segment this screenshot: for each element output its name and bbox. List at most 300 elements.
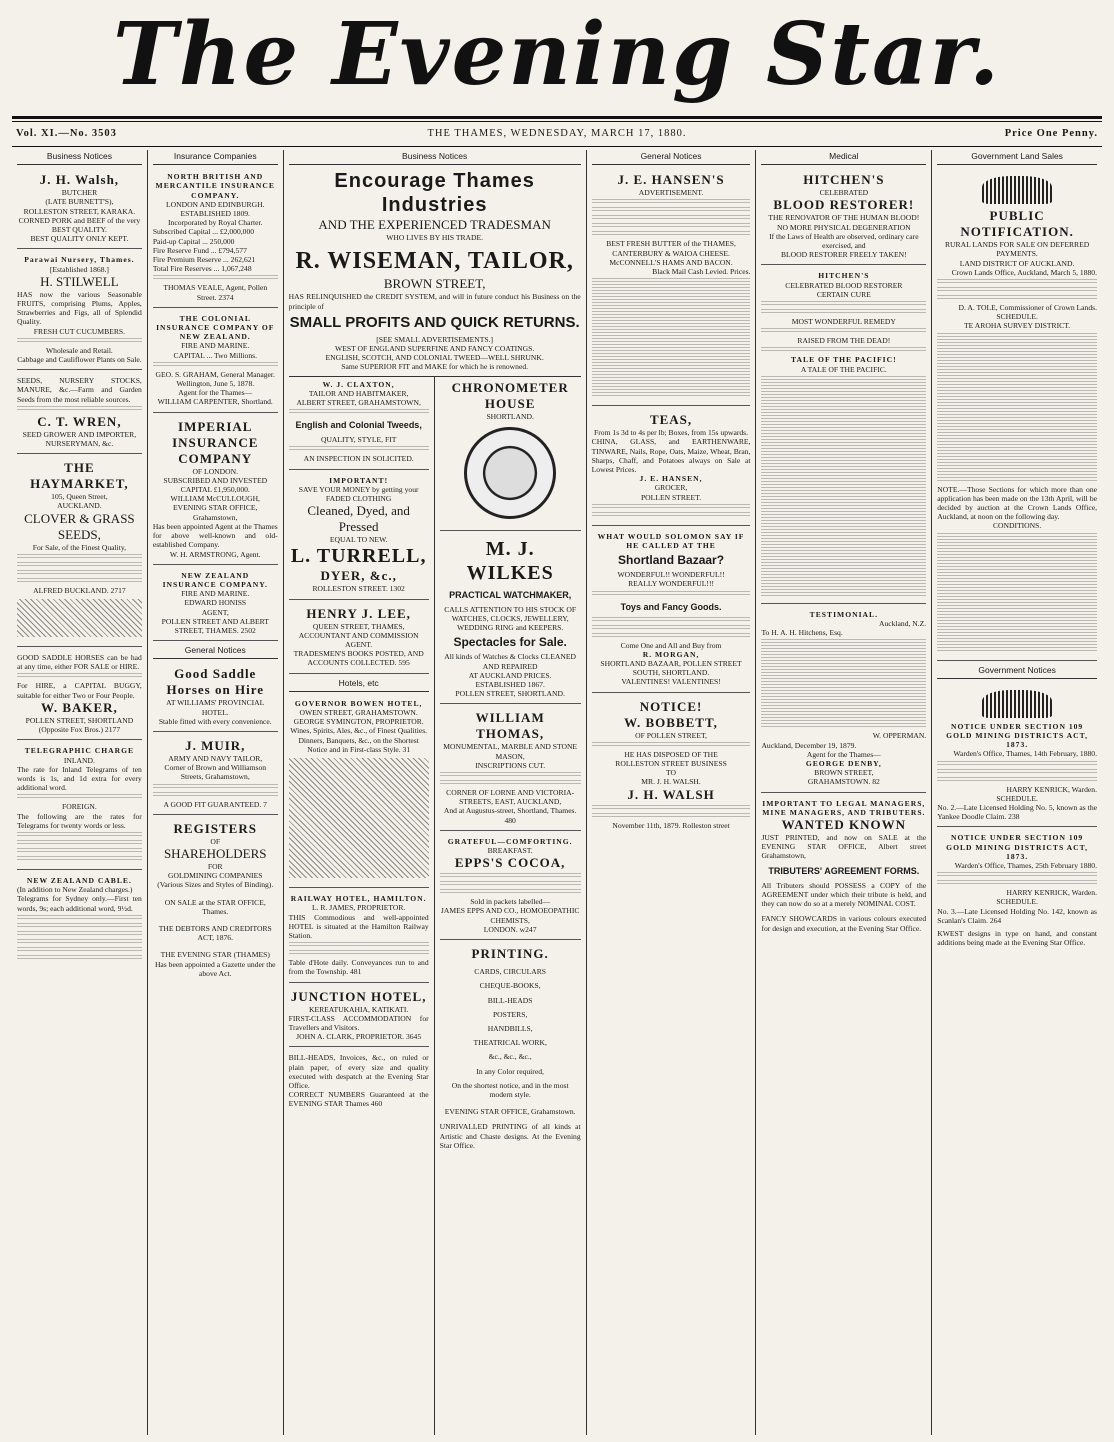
- ad-line: ROLLESTON STREET, KARAKA.: [23, 206, 136, 216]
- ad-wren: [17, 373, 142, 454]
- ad-line: CORNER OF LORNE AND VICTORIA-STREETS, EAST, AUCKLAND,: [446, 788, 575, 807]
- ad-line: ESTABLISHED 1867.: [475, 680, 545, 690]
- ad-line: THEATRICAL WORK,: [473, 1038, 547, 1048]
- text-filler: [592, 223, 751, 229]
- ad-line: SHORTLAND.: [486, 411, 534, 421]
- column-3: [284, 377, 435, 1435]
- text-filler: [937, 295, 1097, 301]
- ad-line: AN INSPECTION IN SOLICITED.: [303, 454, 414, 464]
- section-heading: Hotels, etc: [289, 677, 429, 692]
- ad-line: FOR: [207, 861, 223, 871]
- ad-line: GEORGE DENBY,: [805, 759, 882, 769]
- text-filler: [289, 950, 429, 956]
- ad-junction-hotel: [289, 986, 429, 1048]
- ad-line: EVENING STAR OFFICE, Grahamstown,: [173, 503, 258, 522]
- ad-line: R. MORGAN,: [642, 649, 700, 659]
- ad-railway-hotel: [289, 891, 429, 982]
- ad-line: (Various Sizes and Styles of Binding).: [157, 880, 274, 890]
- ad-line: W. H. ARMSTRONG, Agent.: [169, 549, 261, 559]
- ad-line: Total Fire Reserves ... 1,067,248: [152, 264, 252, 274]
- text-filler: [592, 504, 751, 510]
- ad-line: For HIRE, a CAPITAL BUGGY, suitable for either Two or Four People.: [17, 681, 142, 700]
- ad-title: THE HAYMARKET,: [30, 460, 129, 492]
- ad-line: KWEST designs in type on hand, and constant additions being made at the Evening Star Office.: [937, 929, 1097, 948]
- ad-line: Come One and All and Buy from: [620, 640, 722, 650]
- column-6: [756, 150, 932, 1435]
- ad-north-british: [153, 169, 278, 308]
- ad-line: SCHEDULE.: [996, 793, 1038, 803]
- ad-line: OWEN STREET, GRAHAMSTOWN.: [299, 708, 418, 718]
- ad-line: MOST WONDERFUL REMEDY: [791, 317, 896, 327]
- ad-baker: [17, 650, 142, 740]
- section-heading: Government Notices: [937, 664, 1097, 679]
- ad-title: TEAS,: [649, 412, 693, 428]
- ad-notice-section-109-b: [937, 830, 1097, 952]
- ad-line: Black Mail Cash Levied. Prices.: [652, 267, 751, 277]
- ad-line: SMALL PROFITS AND QUICK RETURNS.: [289, 313, 580, 331]
- ad-line: GRAHAMSTOWN. 82: [807, 777, 880, 787]
- ad-line: CLOVER & GRASS SEEDS,: [24, 510, 135, 542]
- ad-line: Warden's Office, Thames, 25th February 1880.: [954, 861, 1097, 871]
- ad-line: EQUAL TO NEW.: [329, 535, 388, 545]
- ad-title: NORTH BRITISH AND MERCANTILE INSURANCE COMPANY.: [155, 172, 275, 200]
- text-filler: [440, 772, 581, 778]
- ad-line: AT AUCKLAND PRICES.: [468, 670, 552, 680]
- wide-ad: [284, 150, 586, 377]
- text-filler: [440, 780, 581, 786]
- ad-teas: [592, 409, 751, 526]
- text-filler: [17, 570, 142, 576]
- ad-line: (LATE BURNETT'S),: [45, 197, 114, 207]
- text-filler: [17, 794, 142, 800]
- text-filler: [17, 578, 142, 584]
- ad-line: QUEEN STREET, THAMES,: [312, 621, 405, 631]
- ad-line: Has been appointed a Gazette under the above Act.: [154, 959, 276, 978]
- ad-line: HARRY KENRICK, Warden.: [1006, 888, 1097, 898]
- ad-title: J. H. Walsh,: [39, 172, 120, 188]
- ad-line: Auckland, N.Z.: [878, 619, 927, 629]
- ad-shortland-bazaar: [592, 529, 751, 693]
- ad-title: Encourage Thames Industries: [334, 170, 535, 217]
- ad-line: WEST OF ENGLAND SUPERFINE AND FANCY COATINGS.: [335, 344, 535, 354]
- ad-line: HARRY KENRICK, Warden.: [1006, 784, 1097, 794]
- ad-title: TESTIMONIAL.: [809, 609, 878, 619]
- column-2: [148, 150, 284, 1435]
- ad-hansen: [592, 169, 751, 406]
- ad-title: R. WISEMAN, TAILOR,: [295, 248, 574, 275]
- ad-line: NOTE.—Those Sections for which more than one application has been made on the 13th April, will be decided by auction at the Crown Lands Office, Auckland, at noon on the following day.: [937, 484, 1097, 522]
- ad-line: AT WILLIAMS' PROVINCIAL HOTEL.: [166, 698, 265, 717]
- text-filler: [17, 939, 142, 945]
- ad-nz-insurance: [153, 568, 278, 641]
- ad-line: Same SUPERIOR FIT and MAKE for which he is renowned.: [289, 362, 581, 376]
- ad-line: VALENTINES! VALENTINES!: [621, 677, 721, 687]
- ad-parawai-nursery: [17, 252, 142, 370]
- ad-line: BEST QUALITY ONLY KEPT.: [30, 234, 129, 244]
- text-filler: [17, 923, 142, 929]
- ad-line: Has been appointed Agent at the Thames for above well-known and old-established Company.: [152, 521, 278, 550]
- ad-line: THE RENOVATOR OF THE HUMAN BLOOD!: [768, 213, 920, 223]
- ad-line: EPPS'S COCOA,: [454, 855, 566, 871]
- ad-telegraphic-charge: [17, 743, 142, 870]
- coat-of-arms-icon: [982, 176, 1052, 204]
- ad-line: BROWN STREET,: [383, 276, 486, 292]
- ad-line: CARDS, CIRCULARS: [474, 967, 547, 977]
- ad-line: PRACTICAL WATCHMAKER,: [449, 589, 572, 600]
- text-filler: [17, 554, 142, 560]
- ad-line: J. E. HANSEN,: [639, 474, 703, 484]
- ad-line: TO: [666, 768, 677, 778]
- ad-title: REGISTERS: [173, 820, 257, 836]
- ad-title: WHAT WOULD SOLOMON SAY IF HE CALLED AT THE: [597, 531, 745, 551]
- ad-haymarket: [17, 457, 142, 647]
- ad-line: SHORTLAND BAZAAR, POLLEN STREET SOUTH, SHORTLAND.: [600, 659, 742, 678]
- ad-muir: [153, 735, 278, 815]
- text-filler: [761, 301, 926, 307]
- ad-nz-cable: [17, 873, 142, 968]
- ad-line: MR. J. H. WALSH.: [641, 777, 701, 787]
- ad-title: NOTICE UNDER SECTION 109 GOLD MINING DISTRICTS ACT, 1873.: [946, 833, 1089, 861]
- ad-title: W. J. CLAXTON,: [322, 379, 395, 389]
- ad-line: All Tributers should POSSESS a COPY of the AGREEMENT under which their tribute is held, and they can now do so at a merely NOMINAL COST.: [761, 880, 927, 909]
- ad-line: ESTABLISHED 1809.: [180, 209, 250, 219]
- ad-line: FIRE AND MARINE.: [181, 341, 250, 351]
- text-filler: [592, 512, 751, 518]
- ad-line: Wholesale and Retail.: [45, 345, 113, 355]
- text-filler: [592, 633, 751, 639]
- ad-wilkes: [440, 534, 581, 705]
- ad-line: No. 2.—Late Licensed Holding No. 5, known as the Yankee Doodle Claim. 238: [937, 803, 1097, 822]
- ad-line: CORRECT NUMBERS Guaranteed at the EVENING STAR Thames 460: [288, 1090, 429, 1109]
- text-filler: [17, 856, 142, 862]
- ad-line: THE EVENING STAR (THAMES): [160, 950, 270, 960]
- ad-title: RAILWAY HOTEL, HAMILTON.: [290, 894, 427, 904]
- ad-line: November 11th, 1879. Rolleston street: [612, 820, 730, 830]
- ad-line: CELEBRATED: [819, 188, 869, 198]
- text-filler: [937, 761, 1097, 767]
- ad-line: EDWARD HONISS: [184, 598, 247, 608]
- ad-testimonial: [761, 607, 926, 793]
- ad-line: Stable fitted with every convenience.: [158, 716, 272, 726]
- text-filler: [592, 591, 751, 597]
- article-text: [761, 376, 926, 596]
- ad-hitchens: [761, 169, 926, 265]
- ad-line: AUCKLAND.: [57, 501, 102, 511]
- text-filler: [17, 915, 142, 921]
- ad-line: TRIBUTERS' AGREEMENT FORMS.: [768, 865, 920, 876]
- schedule-table: [937, 333, 1097, 483]
- column-heading: Insurance Companies: [153, 150, 278, 165]
- ad-line: Wellington, June 5, 1878.: [176, 379, 255, 389]
- ad-line: BREAKFAST.: [487, 846, 533, 856]
- ad-title: PUBLIC NOTIFICATION.: [960, 208, 1074, 240]
- watch-illustration: [464, 427, 556, 519]
- ad-line: POLLEN STREET, SHORTLAND.: [455, 689, 565, 699]
- text-filler: [153, 784, 278, 790]
- ad-hitchens-cure: [761, 268, 926, 603]
- ad-title: NOTICE!: [639, 698, 703, 714]
- date-line: THE THAMES, WEDNESDAY, MARCH 17, 1880.: [427, 128, 687, 139]
- text-filler: [17, 562, 142, 568]
- text-filler: [440, 881, 581, 887]
- ad-line: Warden's Office, Thames, 14th February, 1880.: [953, 749, 1097, 759]
- article-text: [761, 639, 926, 729]
- ad-title: THE COLONIAL INSURANCE COMPANY OF NEW ZEALAND.: [156, 313, 275, 342]
- ad-line: To H. A. H. Hitchens, Esq.: [761, 628, 843, 638]
- ad-line: INLAND.: [63, 755, 95, 765]
- text-filler: [440, 873, 581, 879]
- ad-line: Agent for the Thames—: [178, 388, 253, 398]
- ad-line: WHO LIVES BY HIS TRADE.: [386, 233, 484, 243]
- ad-line: Paid-up Capital ... 250,000: [152, 236, 235, 246]
- ad-line: POSTERS,: [492, 1009, 528, 1019]
- price: Price One Penny.: [1004, 128, 1098, 139]
- ad-line: CHINA, GLASS, and EARTHENWARE, TINWARE, Nails, Rope, Oats, Maize, Wheat, Bran, Sharps, Chaff, and Potatoes always on Sale at Lowest Prices.: [591, 437, 751, 475]
- ad-line: GEO. S. GRAHAM, General Manager.: [155, 369, 275, 379]
- text-filler: [592, 617, 751, 623]
- ad-title: NEW ZEALAND CABLE.: [26, 875, 132, 885]
- ad-line: DYER, &c.,: [320, 568, 397, 584]
- ad-line: BILL-HEADS: [487, 995, 533, 1005]
- ad-line: No. 3.—Late Licensed Holding No. 142, known as Scanlan's Claim. 264: [937, 906, 1097, 925]
- ad-line: Agent for the Thames—: [806, 749, 881, 759]
- ad-line: Cabbage and Cauliflower Plants on Sale.: [17, 355, 142, 365]
- ad-line: ADVERTISEMENT.: [638, 188, 704, 198]
- ad-imperial-insurance: [153, 416, 278, 565]
- ad-line: ALFRED BUCKLAND. 2717: [33, 585, 126, 595]
- text-filler: [937, 777, 1097, 783]
- text-filler: [592, 813, 751, 819]
- ad-line: The following are the rates for Telegrams for twenty words or less.: [17, 811, 142, 830]
- ad-title: C. T. WREN,: [37, 413, 122, 429]
- ad-line: ACCOUNTANT AND COMMISSION AGENT.: [298, 630, 419, 650]
- ad-chronometer-house: [440, 377, 581, 531]
- ad-line: In any Color required,: [476, 1066, 544, 1076]
- ad-line: FANCY SHOWCARDS in various colours executed for design and execution, at the Evening Star Office.: [761, 914, 927, 933]
- ad-line: THIS Commodious and well-appointed HOTEL is situated at the Hamilton Railway Station.: [288, 912, 429, 940]
- ad-line: CONDITIONS.: [992, 521, 1042, 531]
- ad-line: And at Augustus-street, Shortland, Thames. 480: [443, 806, 577, 825]
- ad-line: HANDBILLS,: [487, 1023, 533, 1033]
- ad-line: CELEBRATED BLOOD RESTORER: [785, 280, 903, 290]
- ad-line: RAISED FROM THE DEAD!: [797, 336, 891, 346]
- ad-line: FIRST-CLASS ACCOMMODATION for Travellers and Visitors.: [288, 1013, 429, 1032]
- ad-line: ROLLESTON STREET. 1302: [312, 584, 405, 594]
- ad-title: JUNCTION HOTEL,: [290, 988, 427, 1004]
- text-filler: [17, 955, 142, 961]
- ad-line: On the shortest notice, and in the most modern style.: [451, 1080, 569, 1099]
- ad-line: OF LONDON.: [192, 466, 239, 476]
- ad-line: ON SALE at the STAR OFFICE, Thames.: [164, 897, 266, 916]
- text-filler: [17, 947, 142, 953]
- text-filler: [17, 338, 142, 344]
- dateline-rule: [12, 146, 1102, 147]
- ad-title: Good Saddle Horses on Hire: [166, 666, 264, 698]
- ad-title: Parawai Nursery, Thames.: [24, 255, 135, 265]
- ad-title: NOTICE UNDER SECTION 109 GOLD MINING DISTRICTS ACT, 1873.: [946, 721, 1089, 750]
- text-filler: [17, 673, 142, 679]
- price-list: [592, 278, 751, 398]
- ad-line: Table d'Hote daily. Conveyances run to and from the Township. 481: [288, 958, 429, 977]
- ad-line: Auckland, December 19, 1879.: [761, 740, 857, 750]
- ad-line: SCHEDULE.: [996, 897, 1038, 907]
- ad-line: WANTED KNOWN: [781, 817, 906, 833]
- column-3-4: [284, 150, 587, 1435]
- ad-title: IMPORTANT!: [329, 475, 389, 485]
- ad-title: J. MUIR,: [185, 737, 246, 753]
- ad-title: HITCHEN'S: [803, 172, 885, 188]
- ad-line: HAS RELINQUISHED the CREDIT SYSTEM, and will in future conduct his Business on the principle of: [288, 292, 581, 311]
- ad-title: CHRONOMETER HOUSE: [451, 379, 569, 411]
- ad-line: CERTAIN CURE: [816, 289, 871, 299]
- ad-printing: [440, 943, 581, 1155]
- text-filler: [592, 215, 751, 221]
- ad-line: SCHEDULE.: [996, 312, 1038, 322]
- ad-line: ROLLESTON STREET BUSINESS: [615, 759, 727, 769]
- ad-line: &c., &c., &c.,: [488, 1052, 532, 1062]
- ad-line: EVENING STAR OFFICE, Grahamstown.: [444, 1107, 576, 1117]
- ad-title: GOVERNOR BOWEN HOTEL,: [294, 698, 423, 708]
- ad-line: SUBSCRIBED AND INVESTED CAPITAL £1,950,000.: [163, 475, 268, 495]
- ad-line: BUTCHER: [61, 188, 98, 198]
- masthead-rule: [12, 116, 1102, 119]
- ad-title: HENRY J. LEE,: [306, 605, 411, 621]
- ad-line: GROCER,: [654, 483, 688, 493]
- ad-line: MONUMENTAL, MARBLE AND STONE MASON,: [443, 742, 578, 761]
- text-filler: [17, 848, 142, 854]
- ad-line: BILL-HEADS, Invoices, &c., on ruled or plain paper, of every size and quality executed with despatch at the Evening Star Office.: [288, 1053, 429, 1090]
- column-heading: Government Land Sales: [937, 150, 1097, 165]
- ad-line: 105, Queen Street,: [51, 492, 108, 502]
- ad-line: Sold in packets labelled—: [470, 897, 551, 907]
- text-filler: [937, 287, 1097, 293]
- ad-line: ARMY AND NAVY TAILOR,: [168, 753, 263, 763]
- ad-line: NO MORE PHYSICAL DEGENERATION: [776, 222, 911, 232]
- ad-line: CAPITAL ... Two Millions.: [173, 350, 257, 360]
- text-filler: [761, 309, 926, 315]
- ad-line: RURAL LANDS FOR SALE ON DEFERRED PAYMENTS.: [944, 240, 1090, 259]
- ad-line: QUALITY, STYLE, FIT: [320, 435, 397, 445]
- ad-line: English and Colonial Tweeds,: [295, 420, 422, 431]
- text-filler: [153, 275, 278, 281]
- ad-line: CHEQUE-BOOKS,: [479, 981, 541, 991]
- ad-title: M. J. WILKES: [466, 537, 554, 584]
- ad-line: Incorporated by Royal Charter.: [168, 218, 263, 228]
- ad-line: Fire Reserve Fund ... £794,577: [152, 245, 247, 255]
- ad-bobbett-notice: [592, 696, 751, 835]
- text-filler: [592, 625, 751, 631]
- ad-tributers: [761, 796, 926, 938]
- ad-title: HITCHEN'S: [818, 271, 870, 281]
- ad-title: WILLIAM THOMAS,: [475, 710, 545, 742]
- ad-walsh: [17, 169, 142, 249]
- ad-line: Dinners, Banquets, &c., on the Shortest Notice and in First-class Style. 31: [298, 735, 419, 754]
- ad-line: LONDON. w247: [483, 924, 537, 934]
- ad-line: D. A. TOLE, Commissioner of Crown Lands.: [958, 303, 1097, 313]
- ad-line: J. H. WALSH: [627, 786, 715, 802]
- ad-line: GEORGE SYMINGTON, PROPRIETOR.: [293, 717, 424, 727]
- text-filler: [440, 889, 581, 895]
- ad-line: Cleaned, Dyed, and Pressed: [307, 503, 410, 535]
- ad-line: Subscribed Capital ... £2,000,000: [152, 227, 255, 237]
- ad-line: [Established 1868.]: [49, 264, 109, 274]
- ad-line: All kinds of Watches & Clocks CLEANED AND REPAIRED: [444, 652, 577, 671]
- ad-line: W. BOBBETT,: [624, 714, 718, 730]
- column-heading: General Notices: [592, 150, 751, 165]
- text-filler: [761, 328, 926, 334]
- masthead-rule-thin: [12, 121, 1102, 122]
- ad-line: TAILOR AND HABITMAKER,: [308, 388, 409, 398]
- horse-carriage-illustration: [17, 599, 142, 637]
- ad-line: OF: [210, 836, 221, 846]
- ad-line: INSCRIPTIONS CUT.: [475, 760, 546, 770]
- ad-line: POLLEN STREET, SHORTLAND (Opposite Fox Bros.) 2177: [25, 715, 134, 735]
- masthead: [0, 0, 1114, 112]
- ad-thomas: [440, 707, 581, 830]
- text-filler: [592, 207, 751, 213]
- ad-line: Spectacles for Sale.: [453, 635, 567, 650]
- ad-line: OF POLLEN STREET,: [635, 730, 707, 740]
- ad-line: A GOOD FIT GUARANTEED. 7: [163, 799, 267, 809]
- column-1: [12, 150, 148, 1435]
- ad-line: [SEE SMALL ADVERTISEMENTS.]: [376, 334, 494, 344]
- ad-line: Fire Premium Reserve ... 262,621: [152, 255, 256, 265]
- text-filler: [937, 769, 1097, 775]
- ad-line: GOOD SADDLE HORSES can be had at any time, either FOR SALE or HIRE.: [17, 653, 142, 672]
- ad-line: WILLIAM McCULLOUGH,: [170, 494, 260, 504]
- ad-line: If the Laws of Health are observed, ordinary care exercised, and: [769, 231, 919, 251]
- ad-line: BROWN STREET,: [814, 768, 874, 778]
- ad-line: WONDERFUL!! WONDERFUL!!: [617, 570, 725, 580]
- text-filler: [17, 832, 142, 838]
- ad-line: TALE OF THE PACIFIC!: [791, 355, 897, 365]
- coat-of-arms-icon: [982, 690, 1052, 718]
- ad-public-notification: [937, 169, 1097, 660]
- text-filler: [17, 406, 142, 412]
- ad-line: FOREIGN.: [62, 802, 97, 812]
- column-5: [587, 150, 757, 1435]
- section-heading: General Notices: [153, 644, 278, 659]
- ad-line: HE HAS DISPOSED OF THE: [624, 749, 718, 759]
- ad-line: UNRIVALLED PRINTING of all kinds at Artistic and Chaste designs. At the Evening Star Office.: [439, 1122, 581, 1150]
- ad-line: L. TURRELL,: [290, 545, 427, 568]
- ad-title: J. E. HANSEN'S: [617, 172, 725, 188]
- column-4: [435, 377, 586, 1435]
- ad-claxton: [289, 377, 429, 470]
- ad-line: Crown Lands Office, Auckland, March 5, 1880.: [951, 267, 1097, 277]
- ad-line: JOHN A. CLARK, PROPRIETOR. 3645: [296, 1032, 422, 1042]
- ad-line: SHAREHOLDERS: [163, 845, 267, 861]
- ad-line: WILLIAM CARPENTER, Shortland.: [157, 397, 273, 407]
- ad-registers: [153, 818, 278, 983]
- text-filler: [17, 840, 142, 846]
- ad-line: HAS now the various Seasonable FRUITS, comprising Plums, Apples, Strawberries and Figs, all of Splendid Quality.: [17, 289, 142, 327]
- text-filler: [592, 199, 751, 205]
- ad-line: (In addition to New Zealand charges.): [17, 885, 133, 895]
- ad-line: FIRE AND MARINE.: [181, 589, 250, 599]
- ad-epps-cocoa: [440, 834, 581, 940]
- ad-line: Corner of Brown and Williamson Streets, Grahamstown,: [164, 763, 267, 782]
- ad-line: WATCHES, CLOCKS, JEWELLERY, WEDDING RING and KEEPERS.: [451, 614, 569, 633]
- text-filler: [289, 942, 429, 948]
- text-filler: [937, 880, 1097, 886]
- ad-line: BLOOD RESTORER!: [773, 197, 915, 213]
- ad-line: CORNED PORK and BEEF of the very BEST QUALITY.: [18, 215, 141, 235]
- ad-line: TRADESMEN'S BOOKS POSTED, AND ACCOUNTS COLLECTED. 595: [293, 649, 424, 668]
- ad-line: ENGLISH, SCOTCH, AND COLONIAL TWEED—WELL SHRUNK.: [325, 353, 544, 363]
- ad-line: AND THE EXPERIENCED TRADESMAN: [318, 217, 551, 233]
- ad-title: IMPERIAL INSURANCE COMPANY: [172, 418, 259, 466]
